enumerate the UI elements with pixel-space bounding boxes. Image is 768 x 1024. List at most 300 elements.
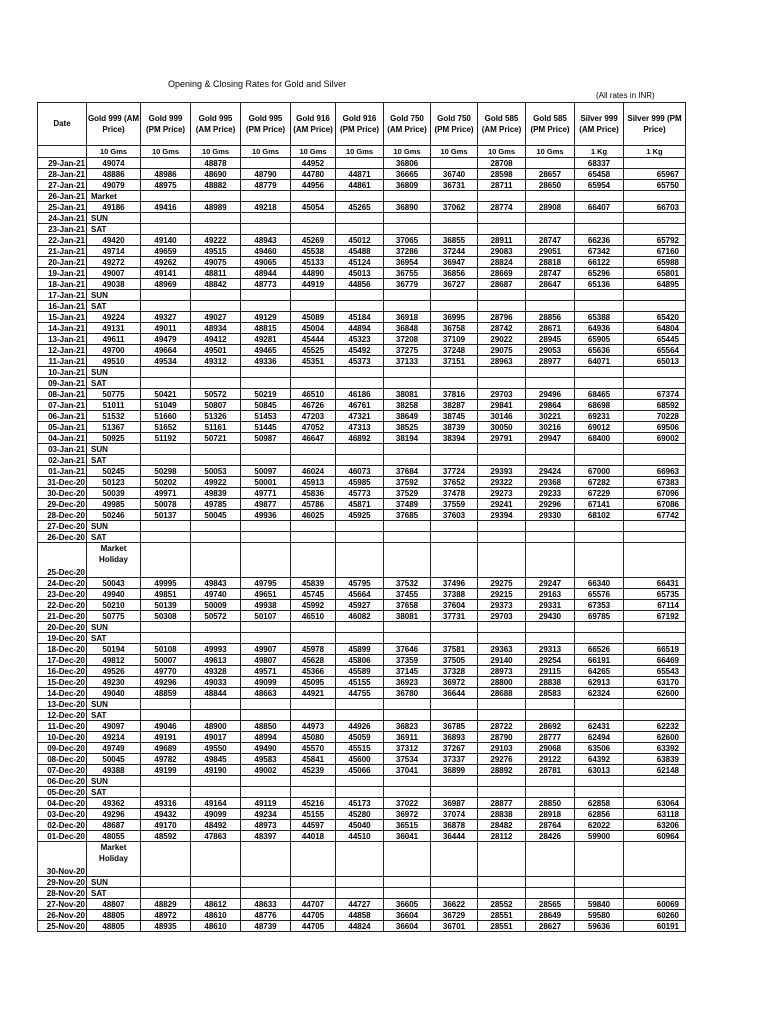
rate-cell bbox=[241, 842, 291, 877]
rate-cell: 30050 bbox=[478, 422, 526, 433]
rate-cell bbox=[478, 521, 526, 532]
rate-cell bbox=[478, 301, 526, 312]
rate-cell: 29083 bbox=[478, 246, 526, 257]
rate-cell: 49534 bbox=[141, 356, 191, 367]
rate-cell: 45786 bbox=[291, 499, 336, 510]
rate-cell bbox=[526, 301, 575, 312]
rate-cell: 49749 bbox=[87, 743, 141, 754]
rate-cell: 29322 bbox=[478, 477, 526, 488]
rate-cell: 45066 bbox=[336, 765, 384, 776]
rate-cell: 36899 bbox=[431, 765, 478, 776]
rate-cell: 37581 bbox=[431, 644, 478, 655]
rate-cell bbox=[526, 543, 575, 578]
rate-cell bbox=[291, 367, 336, 378]
table-row bbox=[38, 477, 686, 488]
rate-cell bbox=[384, 710, 431, 721]
rate-cell bbox=[431, 378, 478, 389]
rate-cell bbox=[624, 699, 686, 710]
rate-cell: 50053 bbox=[191, 466, 241, 477]
rate-cell: 66703 bbox=[624, 202, 686, 213]
rate-cell: 45054 bbox=[291, 202, 336, 213]
rate-cell: 49420 bbox=[87, 235, 141, 246]
rate-cell bbox=[191, 367, 241, 378]
rate-cell bbox=[575, 877, 624, 888]
rate-cell bbox=[526, 622, 575, 633]
status-cell: SAT bbox=[87, 532, 141, 543]
rate-cell: 49771 bbox=[241, 488, 291, 499]
date-cell: 15-Jan-21 bbox=[38, 312, 87, 323]
rate-cell: 28838 bbox=[478, 809, 526, 820]
rate-cell bbox=[141, 521, 191, 532]
rate-cell: 28800 bbox=[478, 677, 526, 688]
rate-cell: 38739 bbox=[431, 422, 478, 433]
rate-cell bbox=[141, 444, 191, 455]
rate-cell bbox=[575, 444, 624, 455]
rate-cell: 44919 bbox=[291, 279, 336, 290]
rate-cell bbox=[191, 444, 241, 455]
rate-cell: 28657 bbox=[526, 169, 575, 180]
rate-cell: 60260 bbox=[624, 910, 686, 921]
rate-cell: 65458 bbox=[575, 169, 624, 180]
rate-cell bbox=[624, 224, 686, 235]
rate-cell bbox=[384, 455, 431, 466]
rate-cell: 47863 bbox=[191, 831, 241, 842]
rate-cell: 50039 bbox=[87, 488, 141, 499]
status-cell: SAT bbox=[87, 888, 141, 899]
rate-cell bbox=[241, 444, 291, 455]
date-cell: 27-Nov-20 bbox=[38, 899, 87, 910]
rate-cell bbox=[478, 699, 526, 710]
status-cell: SUN bbox=[87, 213, 141, 224]
rate-cell: 67282 bbox=[575, 477, 624, 488]
rate-cell: 28945 bbox=[526, 334, 575, 345]
status-cell: SUN bbox=[87, 622, 141, 633]
rate-cell bbox=[191, 888, 241, 899]
rate-cell bbox=[575, 378, 624, 389]
table-row bbox=[38, 499, 686, 510]
rate-cell bbox=[241, 787, 291, 798]
rate-cell bbox=[431, 191, 478, 202]
rate-cell bbox=[191, 290, 241, 301]
rate-cell bbox=[624, 710, 686, 721]
rate-cell bbox=[478, 532, 526, 543]
table-row bbox=[38, 666, 686, 677]
rate-cell bbox=[624, 521, 686, 532]
date-cell: 23-Jan-21 bbox=[38, 224, 87, 235]
rate-cell: 29368 bbox=[526, 477, 575, 488]
table-row bbox=[38, 510, 686, 521]
date-cell: 10-Dec-20 bbox=[38, 732, 87, 743]
rate-cell: 66469 bbox=[624, 655, 686, 666]
date-cell: 12-Dec-20 bbox=[38, 710, 87, 721]
rate-cell: 65988 bbox=[624, 257, 686, 268]
table-row bbox=[38, 224, 686, 235]
rate-cell: 49218 bbox=[241, 202, 291, 213]
rate-cell bbox=[431, 444, 478, 455]
rate-cell: 36878 bbox=[431, 820, 478, 831]
rate-cell: 28742 bbox=[478, 323, 526, 334]
rate-cell bbox=[624, 191, 686, 202]
rate-cell: 37724 bbox=[431, 466, 478, 477]
rate-cell: 29363 bbox=[478, 644, 526, 655]
rate-cell: 49131 bbox=[87, 323, 141, 334]
table-row bbox=[38, 710, 686, 721]
rate-cell bbox=[478, 191, 526, 202]
table-row bbox=[38, 411, 686, 422]
table-row bbox=[38, 644, 686, 655]
rate-cell: 36779 bbox=[384, 279, 431, 290]
rate-cell: 65296 bbox=[575, 268, 624, 279]
rate-cell: 62324 bbox=[575, 688, 624, 699]
rate-cell: 28908 bbox=[526, 202, 575, 213]
status-cell: Market bbox=[87, 191, 141, 202]
rate-cell bbox=[336, 888, 384, 899]
rate-cell bbox=[478, 842, 526, 877]
rate-cell: 67192 bbox=[624, 611, 686, 622]
rate-cell: 29330 bbox=[526, 510, 575, 521]
rate-cell: 48776 bbox=[241, 910, 291, 921]
rate-cell: 29115 bbox=[526, 666, 575, 677]
rate-cell: 65576 bbox=[575, 589, 624, 600]
rate-cell: 37685 bbox=[384, 510, 431, 521]
rate-cell: 49222 bbox=[191, 235, 241, 246]
rate-cell bbox=[191, 191, 241, 202]
rate-cell: 36755 bbox=[384, 268, 431, 279]
rate-cell: 50807 bbox=[191, 400, 241, 411]
rate-cell bbox=[575, 224, 624, 235]
rate-cell: 29373 bbox=[478, 600, 526, 611]
rate-cell bbox=[575, 532, 624, 543]
rate-cell: 68592 bbox=[624, 400, 686, 411]
rate-cell: 48663 bbox=[241, 688, 291, 699]
rate-cell bbox=[141, 290, 191, 301]
rate-cell: 49465 bbox=[241, 345, 291, 356]
rate-cell: 45155 bbox=[291, 809, 336, 820]
rate-cell bbox=[526, 699, 575, 710]
rate-cell: 38649 bbox=[384, 411, 431, 422]
rate-cell: 49571 bbox=[241, 666, 291, 677]
rate-cell: 49550 bbox=[191, 743, 241, 754]
status-cell: SAT bbox=[87, 301, 141, 312]
rate-cell bbox=[141, 532, 191, 543]
rate-cell: 45992 bbox=[291, 600, 336, 611]
rate-cell bbox=[241, 877, 291, 888]
rate-cell: 44856 bbox=[336, 279, 384, 290]
rate-cell: 66431 bbox=[624, 578, 686, 589]
rate-cell: 36987 bbox=[431, 798, 478, 809]
rate-cell: 49490 bbox=[241, 743, 291, 754]
rate-cell bbox=[291, 877, 336, 888]
rate-cell: 49007 bbox=[87, 268, 141, 279]
rate-cell: 29331 bbox=[526, 600, 575, 611]
rate-cell: 45155 bbox=[336, 677, 384, 688]
table-row bbox=[38, 169, 686, 180]
rate-cell: 45095 bbox=[291, 677, 336, 688]
rate-cell: 28647 bbox=[526, 279, 575, 290]
rate-cell: 49234 bbox=[241, 809, 291, 820]
rate-cell: 29703 bbox=[478, 611, 526, 622]
rate-cell: 65013 bbox=[624, 356, 686, 367]
rate-cell: 67160 bbox=[624, 246, 686, 257]
rate-cell: 44894 bbox=[336, 323, 384, 334]
rate-cell: 28977 bbox=[526, 356, 575, 367]
rate-cell: 49740 bbox=[191, 589, 241, 600]
rate-cell: 49479 bbox=[141, 334, 191, 345]
rate-cell bbox=[291, 699, 336, 710]
rate-cell: 28482 bbox=[478, 820, 526, 831]
rate-cell: 28777 bbox=[526, 732, 575, 743]
unit-cell: 10 Gms bbox=[336, 146, 384, 158]
date-cell: 25-Jan-21 bbox=[38, 202, 87, 213]
rate-cell: 38525 bbox=[384, 422, 431, 433]
rate-cell: 65954 bbox=[575, 180, 624, 191]
rate-cell: 37534 bbox=[384, 754, 431, 765]
rate-cell bbox=[291, 710, 336, 721]
rate-cell: 37208 bbox=[384, 334, 431, 345]
rate-cell: 48397 bbox=[241, 831, 291, 842]
rate-cell: 49851 bbox=[141, 589, 191, 600]
rate-cell: 64071 bbox=[575, 356, 624, 367]
rate-cell bbox=[526, 444, 575, 455]
rate-cell: 38745 bbox=[431, 411, 478, 422]
rate-cell: 62600 bbox=[624, 688, 686, 699]
rate-cell: 49689 bbox=[141, 743, 191, 754]
rate-cell bbox=[241, 543, 291, 578]
rate-cell bbox=[191, 532, 241, 543]
rate-cell bbox=[141, 301, 191, 312]
date-cell: 07-Dec-20 bbox=[38, 765, 87, 776]
rate-cell: 50845 bbox=[241, 400, 291, 411]
rate-cell: 49296 bbox=[87, 809, 141, 820]
rate-cell: 49770 bbox=[141, 666, 191, 677]
rate-cell: 37496 bbox=[431, 578, 478, 589]
rate-cell bbox=[431, 543, 478, 578]
rate-cell: 29275 bbox=[478, 578, 526, 589]
rate-cell: 37455 bbox=[384, 589, 431, 600]
rate-cell: 45351 bbox=[291, 356, 336, 367]
rate-cell: 45059 bbox=[336, 732, 384, 743]
unit-cell: 10 Gms bbox=[141, 146, 191, 158]
rate-cell bbox=[191, 224, 241, 235]
rate-cell bbox=[241, 699, 291, 710]
rate-cell: 28850 bbox=[526, 798, 575, 809]
rate-cell: 28892 bbox=[478, 765, 526, 776]
rate-cell: 36890 bbox=[384, 202, 431, 213]
rate-cell: 50045 bbox=[191, 510, 241, 521]
rate-cell: 45269 bbox=[291, 235, 336, 246]
unit-cell: 10 Gms bbox=[241, 146, 291, 158]
rate-cell bbox=[336, 842, 384, 877]
date-cell: 22-Dec-20 bbox=[38, 600, 87, 611]
rate-cell bbox=[191, 633, 241, 644]
rate-cell bbox=[191, 622, 241, 633]
rate-cell: 37248 bbox=[431, 345, 478, 356]
rate-cell: 49224 bbox=[87, 312, 141, 323]
rate-cell: 28877 bbox=[478, 798, 526, 809]
rate-cell: 37328 bbox=[431, 666, 478, 677]
rate-cell: 37388 bbox=[431, 589, 478, 600]
rate-cell bbox=[384, 224, 431, 235]
rate-cell: 45089 bbox=[291, 312, 336, 323]
rate-cell: 50194 bbox=[87, 644, 141, 655]
date-cell: 22-Jan-21 bbox=[38, 235, 87, 246]
rate-cell: 64895 bbox=[624, 279, 686, 290]
rate-cell bbox=[575, 710, 624, 721]
rate-cell: 50721 bbox=[191, 433, 241, 444]
rate-cell: 48805 bbox=[87, 910, 141, 921]
rate-cell: 45871 bbox=[336, 499, 384, 510]
rate-cell: 51192 bbox=[141, 433, 191, 444]
rate-cell: 49611 bbox=[87, 334, 141, 345]
rate-cell: 44705 bbox=[291, 921, 336, 932]
rate-cell: 64936 bbox=[575, 323, 624, 334]
rate-cell bbox=[336, 158, 384, 169]
rate-cell: 29393 bbox=[478, 466, 526, 477]
rate-cell bbox=[384, 532, 431, 543]
rate-cell: 37559 bbox=[431, 499, 478, 510]
rate-cell bbox=[384, 521, 431, 532]
rate-cell: 63013 bbox=[575, 765, 624, 776]
rate-cell bbox=[431, 877, 478, 888]
table-row bbox=[38, 268, 686, 279]
unit-cell: 10 Gms bbox=[478, 146, 526, 158]
rate-cell: 49040 bbox=[87, 688, 141, 699]
rate-cell: 29791 bbox=[478, 433, 526, 444]
rate-cell: 45265 bbox=[336, 202, 384, 213]
rate-cell: 45012 bbox=[336, 235, 384, 246]
date-cell: 26-Jan-21 bbox=[38, 191, 87, 202]
rate-cell bbox=[241, 224, 291, 235]
rate-cell: 67086 bbox=[624, 499, 686, 510]
status-cell: SUN bbox=[87, 367, 141, 378]
rate-cell bbox=[141, 710, 191, 721]
rate-cell: 28708 bbox=[478, 158, 526, 169]
rate-cell: 49140 bbox=[141, 235, 191, 246]
rate-cell: 29841 bbox=[478, 400, 526, 411]
rate-cell: 37532 bbox=[384, 578, 431, 589]
rate-cell: 50107 bbox=[241, 611, 291, 622]
rate-cell: 50097 bbox=[241, 466, 291, 477]
rate-cell: 37286 bbox=[384, 246, 431, 257]
rate-cell bbox=[624, 444, 686, 455]
rate-cell bbox=[191, 877, 241, 888]
rate-cell bbox=[384, 444, 431, 455]
rate-cell: 49936 bbox=[241, 510, 291, 521]
status-cell: Market Holiday bbox=[87, 543, 141, 578]
rate-cell bbox=[526, 213, 575, 224]
rate-cell bbox=[141, 213, 191, 224]
rate-cell bbox=[241, 378, 291, 389]
rate-cell: 66191 bbox=[575, 655, 624, 666]
rate-cell bbox=[575, 842, 624, 877]
rate-cell: 49129 bbox=[241, 312, 291, 323]
rate-cell bbox=[141, 633, 191, 644]
rate-cell: 36758 bbox=[431, 323, 478, 334]
rate-cell bbox=[191, 699, 241, 710]
rate-cell bbox=[191, 543, 241, 578]
rate-cell bbox=[291, 633, 336, 644]
rate-cell: 48610 bbox=[191, 921, 241, 932]
rate-cell bbox=[191, 378, 241, 389]
rate-cell: 38258 bbox=[384, 400, 431, 411]
rate-cell: 48975 bbox=[141, 180, 191, 191]
table-row bbox=[38, 910, 686, 921]
rate-cell: 38081 bbox=[384, 389, 431, 400]
rate-cell: 37505 bbox=[431, 655, 478, 666]
rate-cell bbox=[384, 301, 431, 312]
rate-cell bbox=[241, 622, 291, 633]
table-row bbox=[38, 688, 686, 699]
rate-cell: 36041 bbox=[384, 831, 431, 842]
rate-cell bbox=[141, 699, 191, 710]
rate-cell: 49328 bbox=[191, 666, 241, 677]
rate-cell: 51011 bbox=[87, 400, 141, 411]
rate-cell: 49938 bbox=[241, 600, 291, 611]
rate-cell: 28856 bbox=[526, 312, 575, 323]
rate-cell bbox=[624, 787, 686, 798]
rate-cell: 45795 bbox=[336, 578, 384, 589]
rate-cell bbox=[336, 521, 384, 532]
rate-cell bbox=[431, 787, 478, 798]
date-cell: 29-Nov-20 bbox=[38, 877, 87, 888]
rate-cell: 59580 bbox=[575, 910, 624, 921]
rate-cell: 45806 bbox=[336, 655, 384, 666]
date-cell: 10-Jan-21 bbox=[38, 367, 87, 378]
rate-cell bbox=[336, 191, 384, 202]
rate-cell: 66963 bbox=[624, 466, 686, 477]
column-header: Date bbox=[38, 103, 87, 146]
rate-cell: 49046 bbox=[141, 721, 191, 732]
rate-cell bbox=[575, 622, 624, 633]
column-header: Gold 995 (AM Price) bbox=[191, 103, 241, 146]
table-row bbox=[38, 899, 686, 910]
rate-cell bbox=[384, 367, 431, 378]
rate-cell: 49281 bbox=[241, 334, 291, 345]
rate-cell bbox=[141, 224, 191, 235]
rate-cell bbox=[336, 622, 384, 633]
rate-cell: 69012 bbox=[575, 422, 624, 433]
unit-cell: 10 Gms bbox=[431, 146, 478, 158]
rate-cell: 60069 bbox=[624, 899, 686, 910]
rate-cell bbox=[336, 699, 384, 710]
rate-cell: 36954 bbox=[384, 257, 431, 268]
rate-cell: 49272 bbox=[87, 257, 141, 268]
rate-cell: 48900 bbox=[191, 721, 241, 732]
rate-cell bbox=[624, 888, 686, 899]
rate-cell: 65420 bbox=[624, 312, 686, 323]
rate-cell: 29051 bbox=[526, 246, 575, 257]
rate-cell: 45836 bbox=[291, 488, 336, 499]
rate-cell: 49877 bbox=[241, 499, 291, 510]
table-row bbox=[38, 820, 686, 831]
rates-table bbox=[37, 102, 686, 932]
rate-cell: 45899 bbox=[336, 644, 384, 655]
rate-cell bbox=[141, 622, 191, 633]
rate-cell: 44780 bbox=[291, 169, 336, 180]
rate-cell: 49312 bbox=[191, 356, 241, 367]
rate-cell: 46082 bbox=[336, 611, 384, 622]
date-cell: 13-Jan-21 bbox=[38, 334, 87, 345]
rate-cell: 28650 bbox=[526, 180, 575, 191]
rate-cell: 50298 bbox=[141, 466, 191, 477]
date-cell: 02-Jan-21 bbox=[38, 455, 87, 466]
rate-cell: 36972 bbox=[431, 677, 478, 688]
rate-cell: 66407 bbox=[575, 202, 624, 213]
rate-cell: 50572 bbox=[191, 389, 241, 400]
rate-cell: 49807 bbox=[241, 655, 291, 666]
rate-cell: 45525 bbox=[291, 345, 336, 356]
unit-cell: 10 Gms bbox=[291, 146, 336, 158]
